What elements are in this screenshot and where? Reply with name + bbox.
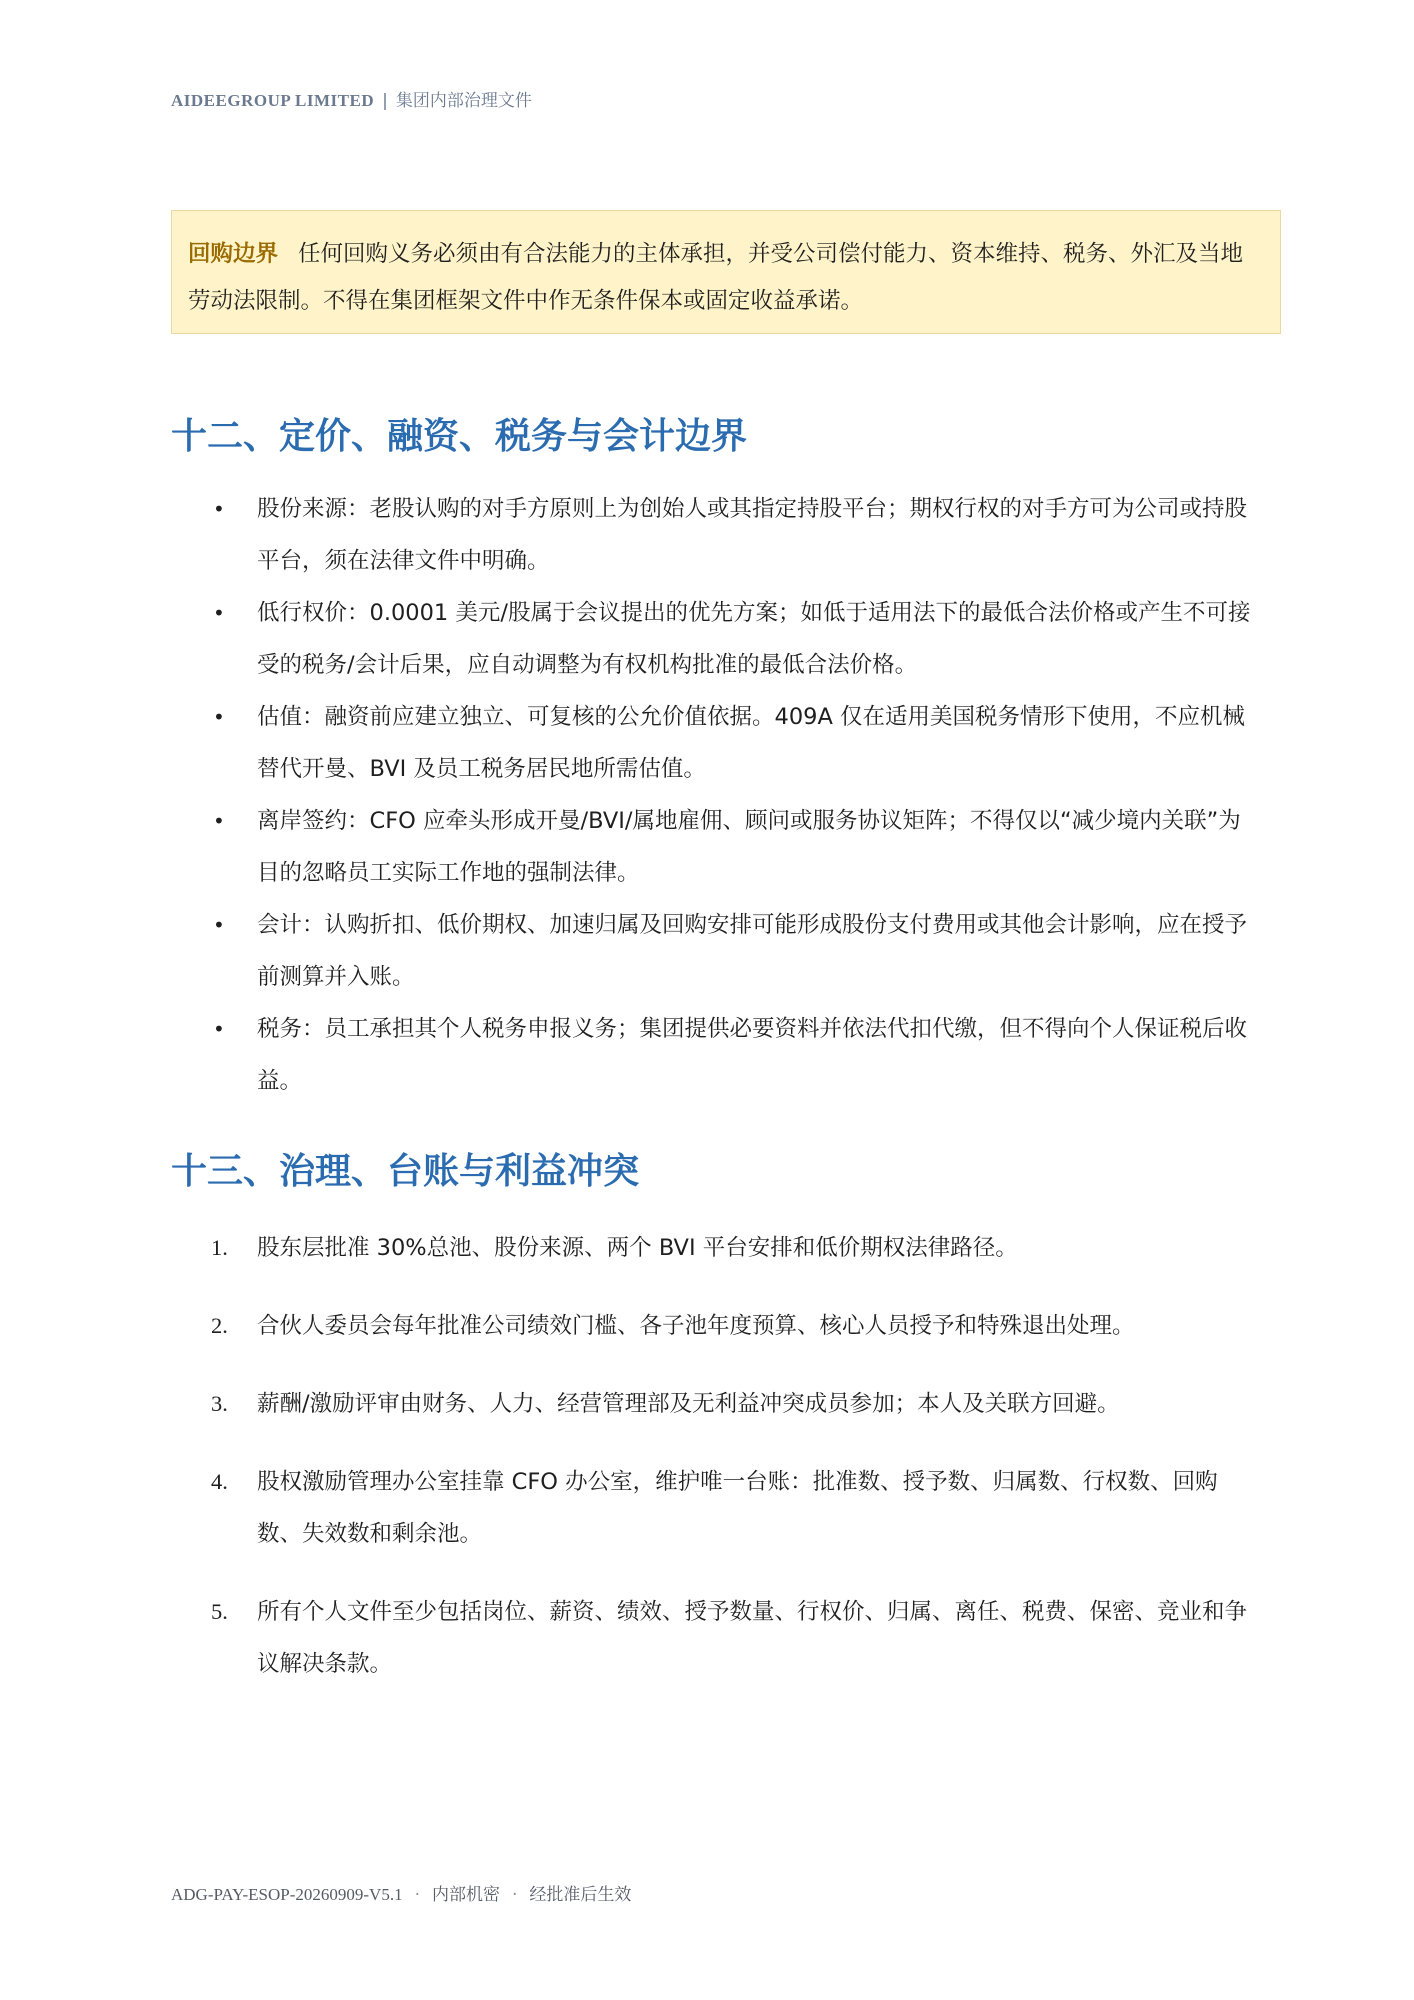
list-item-text: 薪酬/激励评审由财务、人力、经营管理部及无利益冲突成员参加；本人及关联方回避。 bbox=[257, 1391, 1120, 1417]
list-item-text: 会计：认购折扣、低价期权、加速归属及回购安排可能形成股份支付费用或其他会计影响，应在授予前测算并入账。 bbox=[257, 912, 1248, 990]
header-separator: | bbox=[382, 91, 388, 111]
footer-separator: · bbox=[414, 1885, 420, 1905]
list-item bbox=[171, 899, 1251, 1003]
item-number: 1. bbox=[211, 1235, 228, 1260]
footer-separator: · bbox=[511, 1885, 518, 1905]
company-name: AIDEEGROUP LIMITED bbox=[171, 91, 375, 110]
list-item-text: 离岸签约：CFO 应牵头形成开曼/BVI/属地雇佣、顾问或服务协议矩阵；不得仅以“减少境内关联”为目的忽略员工实际工作地的强制法律。 bbox=[257, 808, 1241, 886]
list-item bbox=[171, 587, 1251, 691]
document-type: 集团内部治理文件 bbox=[395, 91, 532, 111]
item-number: 4. bbox=[211, 1469, 228, 1494]
callout-tag: 回购边界 bbox=[188, 241, 279, 267]
list-item-text: 税务：员工承担其个人税务申报义务；集团提供必要资料并依法代扣代缴，但不得向个人保证税后收益。 bbox=[257, 1016, 1248, 1094]
list-item-text: 合伙人委员会每年批准公司绩效门槛、各子池年度预算、核心人员授予和特殊退出处理。 bbox=[257, 1313, 1135, 1339]
callout-text: 任何回购义务必须由有合法能力的主体承担，并受公司偿付能力、资本维持、税务、外汇及当地劳动法限制。不得在集团框架文件中作无条件保本或固定收益承诺。 bbox=[188, 241, 1244, 314]
page-header bbox=[171, 86, 532, 111]
list-item bbox=[171, 483, 1251, 587]
list-item-text: 股份来源：老股认购的对手方原则上为创始人或其指定持股平台；期权行权的对手方可为公司或持股平台，须在法律文件中明确。 bbox=[257, 496, 1248, 574]
bullet: • bbox=[213, 809, 225, 833]
section-13-heading: 十三、治理、台账与利益冲突 bbox=[171, 1151, 640, 1192]
item-number: 5. bbox=[211, 1599, 228, 1624]
list-item bbox=[171, 795, 1251, 899]
item-number: 3. bbox=[211, 1391, 228, 1416]
buyback-boundary-callout bbox=[171, 210, 1281, 334]
list-item-text: 所有个人文件至少包括岗位、薪资、绩效、授予数量、行权价、归属、离任、税费、保密、竞业和争议解决条款。 bbox=[257, 1599, 1248, 1677]
list-item bbox=[171, 1222, 1251, 1274]
list-item-text: 估值：融资前应建立独立、可复核的公允价值依据。409A 仅在适用美国税务情形下使用，不应机械替代开曼、BVI 及员工税务居民地所需估值。 bbox=[257, 704, 1245, 782]
confidentiality-label: 内部机密 bbox=[431, 1885, 500, 1905]
bullet: • bbox=[213, 705, 225, 729]
list-item bbox=[171, 691, 1251, 795]
list-item bbox=[171, 1456, 1251, 1560]
effective-label: 经批准后生效 bbox=[529, 1885, 632, 1905]
page-footer bbox=[171, 1880, 631, 1905]
list-item-text: 股东层批准 30%总池、股份来源、两个 BVI 平台安排和低价期权法律路径。 bbox=[257, 1235, 1018, 1261]
bullet: • bbox=[213, 497, 225, 521]
section-13-list bbox=[171, 1222, 1251, 1716]
bullet: • bbox=[213, 913, 225, 937]
section-12-list bbox=[171, 483, 1251, 1107]
list-item bbox=[171, 1300, 1251, 1352]
list-item bbox=[171, 1586, 1251, 1690]
document-code: ADG-PAY-ESOP-20260909-V5.1 bbox=[171, 1885, 403, 1904]
bullet: • bbox=[213, 1017, 225, 1041]
list-item bbox=[171, 1003, 1251, 1107]
section-12-heading: 十二、定价、融资、税务与会计边界 bbox=[171, 416, 748, 457]
list-item-text: 低行权价：0.0001 美元/股属于会议提出的优先方案；如低于适用法下的最低合法价格或产生不可接受的税务/会计后果，应自动调整为有权机构批准的最低合法价格。 bbox=[257, 600, 1251, 678]
list-item-text: 股权激励管理办公室挂靠 CFO 办公室，维护唯一台账：批准数、授予数、归属数、行权数、回购数、失效数和剩余池。 bbox=[257, 1469, 1218, 1547]
list-item bbox=[171, 1378, 1251, 1430]
item-number: 2. bbox=[211, 1313, 228, 1338]
bullet: • bbox=[213, 601, 225, 625]
